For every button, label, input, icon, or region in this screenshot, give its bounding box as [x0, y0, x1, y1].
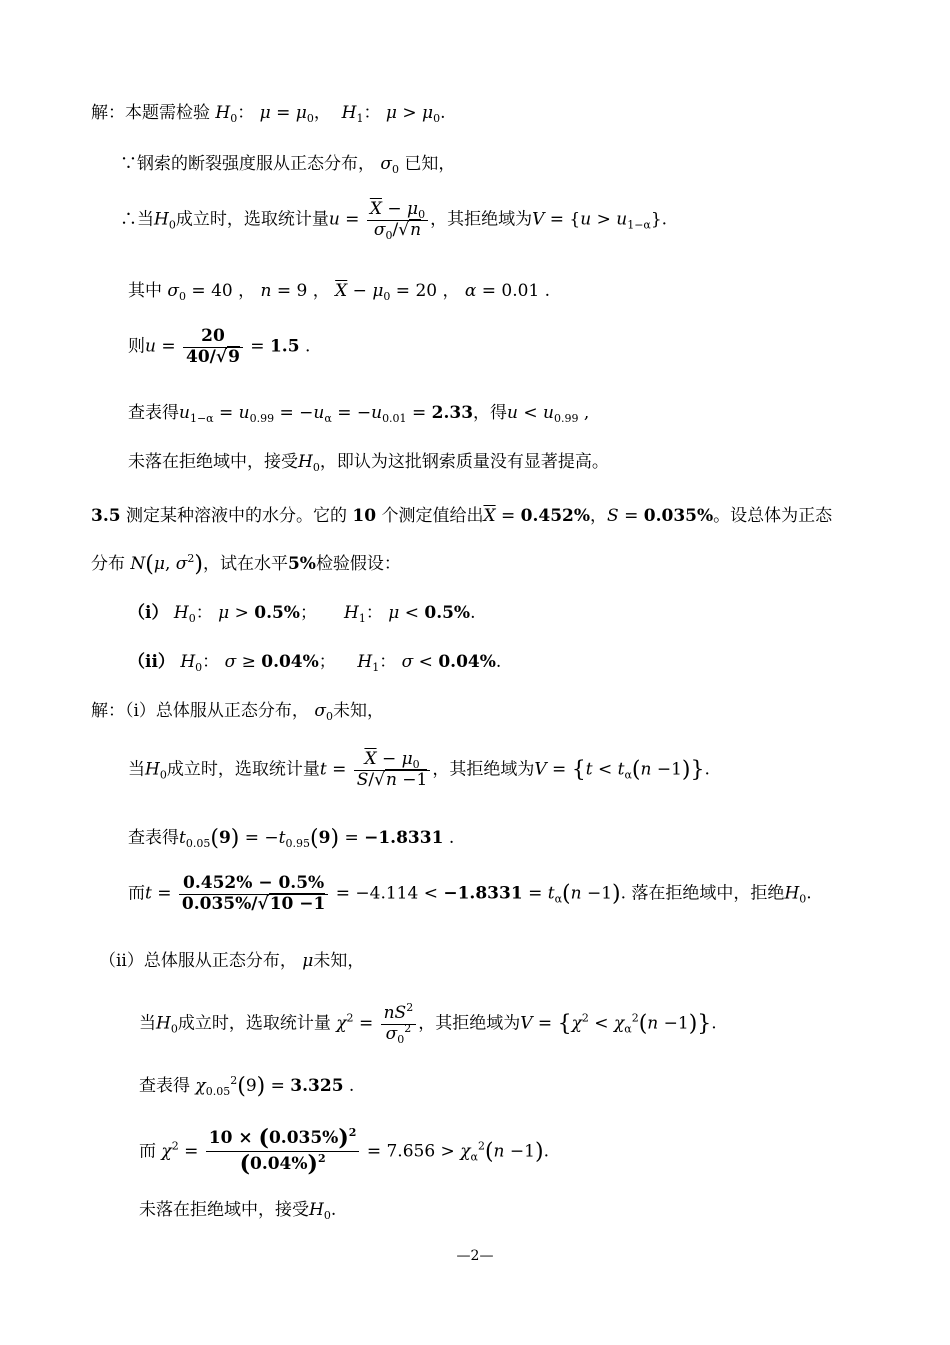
- text: 成立时，选取统计量: [177, 1013, 331, 1034]
- solution-line-5: 则u = $\frac{20}{40/√9}$ = 1.5 .: [128, 326, 311, 367]
- solution2-line-2: 当$H_0$成立时，选取统计量t = $\frac{\overline{X} - \mu_0}{S/√n -1}$ ，其拒绝域为$V = \{t < t_\alpha(n -1)\}$.: [128, 749, 710, 790]
- text: 查表得: [128, 403, 179, 423]
- hypothesis-i: （i） $H_0$： μ > 0.5%； $H_1$： μ < 0.5%.: [128, 603, 476, 625]
- text: 。设总体为正态: [713, 506, 833, 526]
- solution-line-6: 查表得$u_{1-\alpha} = u_{0.99} = -u_\alpha = -u_{0.01} = 2.33$，得$u < u_{0.99}$ ,: [128, 403, 590, 425]
- solution-line-7: 未落在拒绝域中，接受$H_0$，即认为这批钢索质量没有显著提高。: [128, 452, 609, 474]
- text: 当: [128, 759, 145, 780]
- text: 未知，: [332, 701, 384, 721]
- text: ，试在水平: [202, 554, 288, 574]
- text: 10: [352, 506, 377, 526]
- text: ，得: [473, 403, 508, 423]
- text: 其中: [128, 281, 162, 301]
- page-number: —2—: [456, 1248, 494, 1264]
- text: 解：本题需检验: [91, 103, 210, 123]
- t-statistic-fraction: $\frac{\overline{X} - \mu_0}{S/√n -1}$: [354, 750, 431, 790]
- text: 未知，: [313, 951, 365, 971]
- text: 则: [128, 336, 145, 357]
- text: ，即认为这批钢索质量没有显著提高。: [319, 452, 609, 472]
- text: ∴当: [120, 209, 154, 230]
- hypothesis-ii: （ii） $H_0$： σ ≥ 0.04%； $H_1$： σ < 0.04%.: [128, 652, 502, 674]
- text: ，其拒绝域为: [432, 759, 535, 780]
- text: （ii）: [128, 652, 175, 672]
- text: 5%: [287, 554, 316, 574]
- u-value-fraction: $\frac{20}{40/√9}$: [183, 327, 243, 367]
- text: 个测定值给出: [381, 506, 484, 526]
- solution2-line-6: 当$H_0$成立时，选取统计量 $\chi^2$ = $\frac{nS^2}{\sigma_0^2}$ ，其拒绝域为$V = \{\chi^2 < \chi_\alpha^2(n -1)\}$.: [139, 1001, 717, 1046]
- chi-square-statistic-fraction: $\frac{nS^2}{\sigma_0^2}$: [381, 1004, 417, 1044]
- text: 成立时，选取统计量: [175, 209, 329, 230]
- text: 而: [128, 883, 145, 904]
- text: 成立时，选取统计量: [166, 759, 320, 780]
- text: 查表得: [128, 828, 179, 848]
- text: ，其拒绝域为: [430, 209, 533, 230]
- text: 当: [139, 1013, 156, 1034]
- solution-line-3: ∴当$H_0$成立时，选取统计量u = $\frac{\overline{X} - \mu_0}{\sigma_0/√n}$ ，其拒绝域为$V = \{u > u_{1-\alpha}\}$.: [120, 199, 668, 242]
- text: 检验假设：: [315, 554, 401, 574]
- solution-line-1: 解：本题需检验 $H_0$： $\mu = \mu_0$， $H_1$： $\mu > \mu_0$.: [91, 103, 446, 125]
- solution2-line-8: 而 $\chi^2$ = $\frac{10 \times (0.035\%)^2}{(0.04\%)^2}$ = $7.656 > \chi_\alpha^2(n -1)$.: [139, 1125, 549, 1178]
- text: （ii）总体服从正态分布，: [99, 951, 297, 971]
- problem-3-5-line-2: 分布 N(μ, $\sigma^2$)，试在水平5%检验假设：: [91, 552, 401, 577]
- chi-square-value-fraction: $\frac{10 \times (0.035\%)^2}{(0.04\%)^2}$: [206, 1126, 360, 1178]
- text: 未落在拒绝域中，接受: [128, 452, 298, 472]
- problem-3-5-line-1: 3.5 测定某种溶液中的水分。它的 10 个测定值给出$\overline{X} = 0.452\%$，S = 0.035%。设总体为正态: [91, 506, 833, 526]
- solution-line-2: ∵钢索的断裂强度服从正态分布， $\sigma_0$ 已知，: [120, 154, 456, 176]
- text: 而: [139, 1141, 156, 1162]
- solution2-line-1: 解：（i）总体服从正态分布， $\sigma_0$未知，: [91, 701, 384, 723]
- text: （i）: [128, 603, 169, 623]
- text: ，其拒绝域为: [418, 1013, 521, 1034]
- text: 落在拒绝域中，拒绝: [631, 883, 785, 904]
- text: 测定某种溶液中的水分。它的: [125, 506, 347, 526]
- solution2-line-5: （ii）总体服从正态分布， μ未知，: [99, 951, 365, 971]
- u-statistic-fraction: $\frac{\overline{X} - \mu_0}{\sigma_0/√n}$: [367, 200, 428, 240]
- text: ∵钢索的断裂强度服从正态分布，: [120, 154, 375, 174]
- text: 解：（i）总体服从正态分布，: [91, 701, 309, 721]
- solution-line-4: 其中 $\sigma_0 = 40$ ， n = 9 ， $\overline{X} - \mu_0 = 20$ ， α = 0.01 .: [128, 281, 551, 303]
- text: 未落在拒绝域中，接受: [139, 1200, 309, 1220]
- text: 分布: [91, 554, 125, 574]
- problem-number: 3.5: [91, 506, 121, 526]
- text: 已知，: [404, 154, 456, 174]
- solution2-line-9: 未落在拒绝域中，接受$H_0$.: [139, 1200, 337, 1222]
- solution2-line-7: 查表得 $\chi_{0.05}^2(9) = 3.325$ .: [139, 1074, 355, 1099]
- solution2-line-3: 查表得$t_{0.05}(9) = -t_{0.95}(9) = -1.8331$ .: [128, 826, 455, 851]
- text: 查表得: [139, 1076, 190, 1096]
- t-value-fraction: $\frac{0.452\% - 0.5\%}{0.035\%/√10 -1}$: [179, 874, 328, 914]
- solution2-line-4: 而t = $\frac{0.452\% - 0.5\%}{0.035\%/√10 -1}$ = $-4.114 < -1.8331 = t_\alpha(n -1)$. 落在拒绝域中，拒绝$H_0$.: [128, 873, 812, 914]
